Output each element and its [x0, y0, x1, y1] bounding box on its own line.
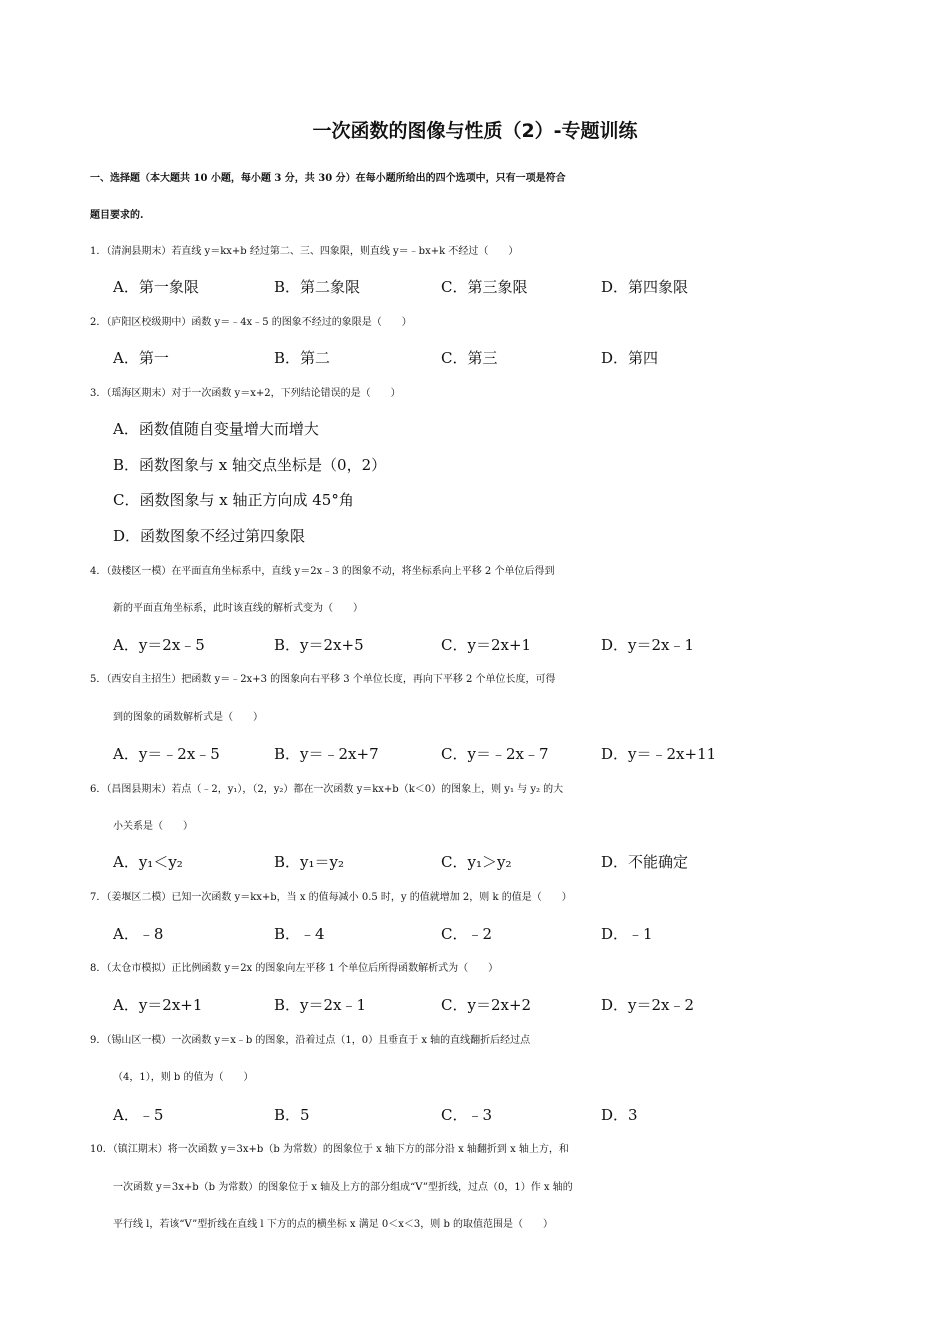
question-5-option-d: D．y＝﹣2x+11 [601, 745, 717, 763]
question-10-stem-continued-1: 一次函数 y＝3x+b（b 为常数）的图象位于 x 轴及上方的部分组成“V”型折线，过点（0，1）作 x 轴的 [113, 1182, 573, 1193]
question-6-option-b: B．y₁＝y₂ [274, 853, 344, 871]
page-title: 一次函数的图像与性质（2）-专题训练 [312, 120, 638, 142]
question-4-stem-continued: 新的平面直角坐标系，此时该直线的解析式变为（ ） [113, 603, 363, 614]
question-3-option-c: C．函数图象与 x 轴正方向成 45°角 [113, 491, 354, 509]
question-9-option-a: A．﹣5 [113, 1106, 164, 1124]
question-1-option-b: B．第二象限 [274, 278, 361, 296]
question-10-stem: 10．（镇江期末）将一次函数 y＝3x+b（b 为常数）的图象位于 x 轴下方的部分沿 x 轴翻折到 x 轴上方，和 [90, 1144, 569, 1155]
question-8-option-c: C．y＝2x+2 [441, 996, 532, 1014]
question-3-option-a: A．函数值随自变量增大而增大 [113, 420, 319, 438]
question-9-stem-continued: （4，1），则 b 的值为（ ） [113, 1072, 254, 1083]
question-2-option-c: C．第三 [441, 349, 498, 367]
question-3-option-b: B．函数图象与 x 轴交点坐标是（0，2） [113, 456, 387, 474]
question-9-option-d: D．3 [601, 1106, 638, 1124]
question-2-stem: 2．（庐阳区校级期中）函数 y＝﹣4x﹣5 的图象不经过的象限是（ ） [90, 317, 412, 328]
question-4-option-a: A．y＝2x﹣5 [113, 636, 205, 654]
section-heading-line-2: 题目要求的. [90, 210, 144, 221]
question-1-option-a: A．第一象限 [113, 278, 199, 296]
question-5-option-a: A．y＝﹣2x﹣5 [113, 745, 220, 763]
question-5-stem-continued: 到的图象的函数解析式是（ ） [113, 712, 263, 723]
question-4-option-b: B．y＝2x+5 [274, 636, 364, 654]
question-2-option-d: D．第四 [601, 349, 659, 367]
question-6-option-d: D．不能确定 [601, 853, 689, 871]
question-4-stem: 4．（鼓楼区一模）在平面直角坐标系中，直线 y＝2x﹣3 的图象不动，将坐标系向上平移 2 个单位后得到 [90, 566, 555, 577]
question-7-stem: 7．（姜堰区二模）已知一次函数 y＝kx+b，当 x 的值每减小 0.5 时，y 的值就增加 2，则 k 的值是（ ） [90, 892, 572, 903]
question-2-option-a: A．第一 [113, 349, 169, 367]
question-9-stem: 9．（锡山区一模）一次函数 y＝x﹣b 的图象，沿着过点（1，0）且垂直于 x 轴的直线翻折后经过点 [90, 1035, 531, 1046]
question-5-stem: 5．（西安自主招生）把函数 y＝﹣2x+3 的图象向右平移 3 个单位长度，再向下平移 2 个单位长度，可得 [90, 674, 556, 685]
question-6-option-a: A．y₁＜y₂ [113, 853, 183, 871]
question-7-option-c: C．﹣2 [441, 925, 493, 943]
question-10-stem-continued-2: 平行线 l，若该“V”型折线在直线 l 下方的点的横坐标 x 满足 0＜x＜3，则 b 的取值范围是（ ） [113, 1219, 554, 1230]
question-6-option-c: C．y₁＞y₂ [441, 853, 512, 871]
question-9-option-b: B．5 [274, 1106, 310, 1124]
question-9-option-c: C．﹣3 [441, 1106, 493, 1124]
question-1-stem: 1．（清涧县期末）若直线 y＝kx+b 经过第二、三、四象限，则直线 y＝﹣bx+k 不经过（ ） [90, 246, 519, 257]
question-8-option-a: A．y＝2x+1 [113, 996, 203, 1014]
question-8-stem: 8．（太仓市模拟）正比例函数 y＝2x 的图象向左平移 1 个单位后所得函数解析式为（ ） [90, 963, 499, 974]
question-8-option-d: D．y＝2x﹣2 [601, 996, 695, 1014]
question-4-option-c: C．y＝2x+1 [441, 636, 532, 654]
question-5-option-b: B．y＝﹣2x+7 [274, 745, 379, 763]
question-2-option-b: B．第二 [274, 349, 331, 367]
question-3-option-d: D．函数图象不经过第四象限 [113, 527, 306, 545]
question-1-option-d: D．第四象限 [601, 278, 689, 296]
question-1-option-c: C．第三象限 [441, 278, 528, 296]
question-8-option-b: B．y＝2x﹣1 [274, 996, 367, 1014]
question-7-option-a: A．﹣8 [113, 925, 164, 943]
question-5-option-c: C．y＝﹣2x﹣7 [441, 745, 549, 763]
question-4-option-d: D．y＝2x﹣1 [601, 636, 695, 654]
question-6-stem: 6．（昌图县期末）若点（﹣2，y₁），（2，y₂）都在一次函数 y＝kx+b（k＜0）的图象上，则 y₁ 与 y₂ 的大 [90, 784, 564, 795]
question-3-stem: 3．（瑶海区期末）对于一次函数 y＝x+2，下列结论错误的是（ ） [90, 388, 401, 399]
question-7-option-b: B．﹣4 [274, 925, 325, 943]
section-heading-line-1: 一、选择题（本大题共 10 小题，每小题 3 分，共 30 分）在每小题所给出的四个选项中，只有一项是符合 [90, 173, 566, 184]
question-6-stem-continued: 小关系是（ ） [113, 821, 193, 832]
question-7-option-d: D．﹣1 [601, 925, 653, 943]
